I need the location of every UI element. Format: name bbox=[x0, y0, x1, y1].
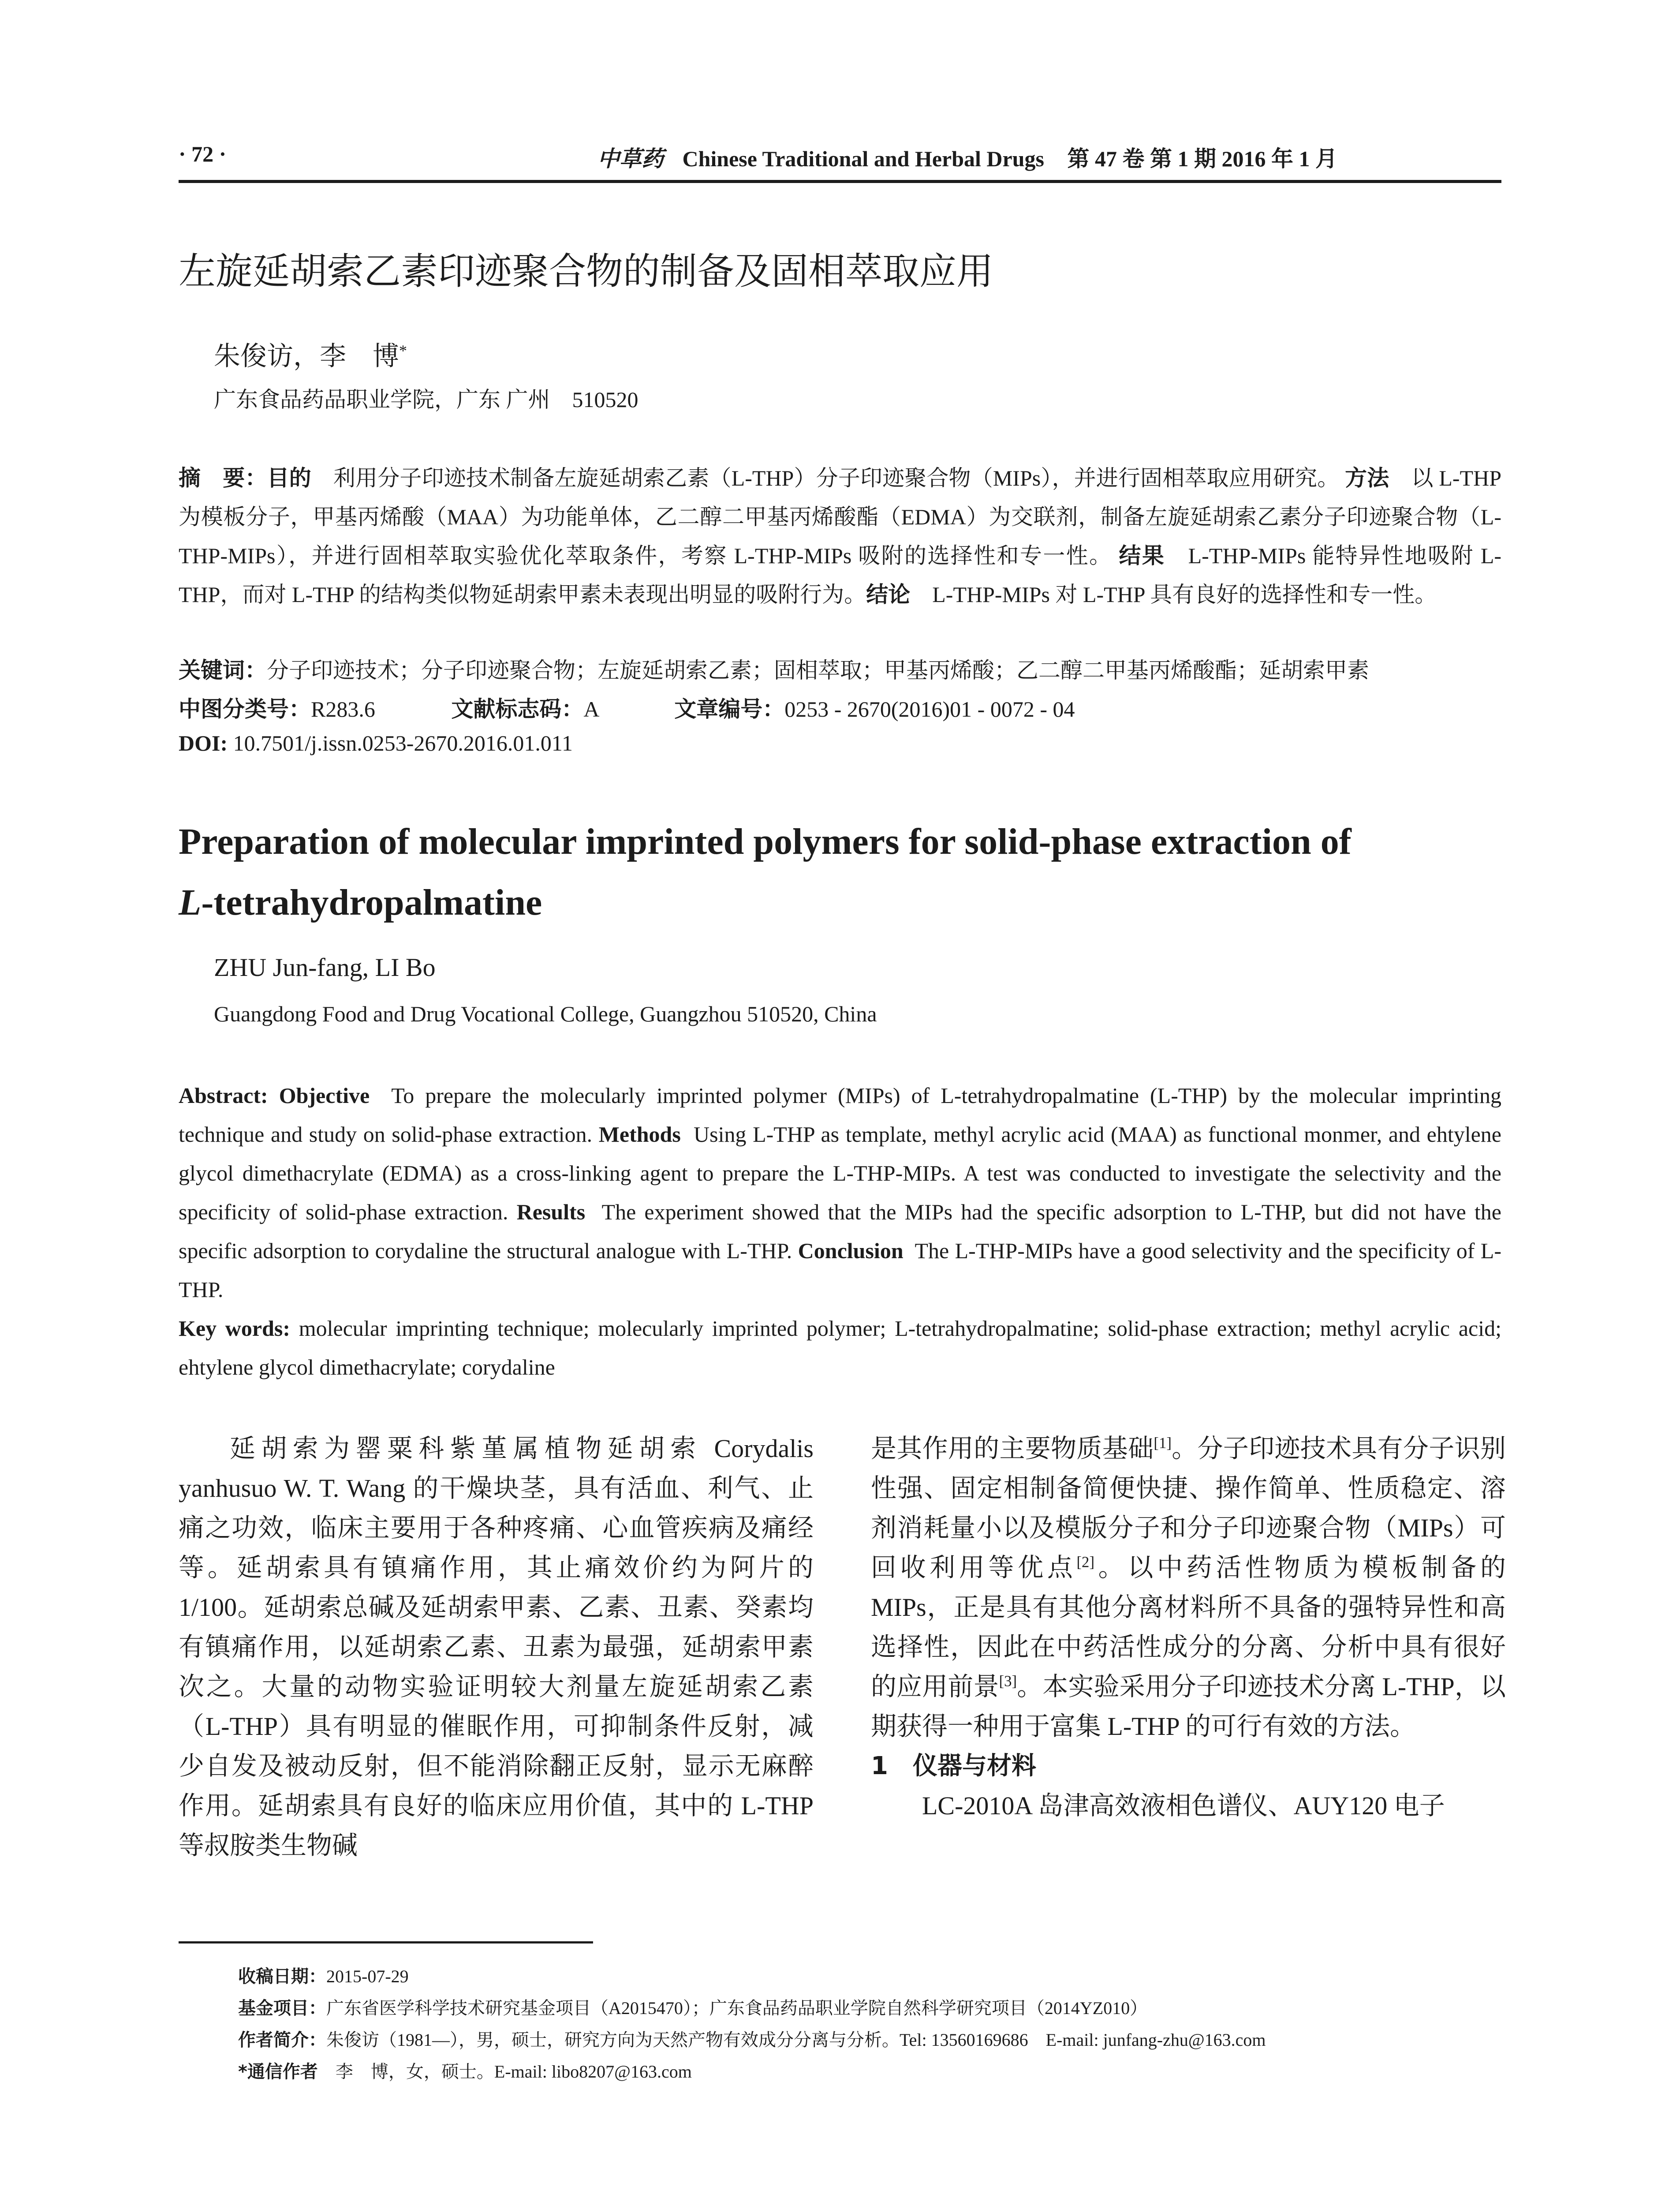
article-no-label: 文章编号： bbox=[674, 696, 785, 722]
journal-name-cn: 中草药 bbox=[597, 146, 664, 171]
classification-line bbox=[179, 691, 1075, 723]
citation-2[interactable]: [2] bbox=[1076, 1553, 1095, 1571]
doc-code-value: A bbox=[583, 697, 598, 721]
keywords-cn-text: 分子印迹技术；分子印迹聚合物；左旋延胡索乙素；固相萃取；甲基丙烯酸；乙二醇二甲基丙烯酸酯；延胡索甲素 bbox=[267, 658, 1369, 683]
abstract-cn-objective-label: 目的 bbox=[267, 465, 311, 491]
corresponding-mark: * bbox=[399, 342, 407, 359]
authors-cn bbox=[214, 335, 407, 373]
abstract-cn-results-label: 结果 bbox=[1119, 543, 1165, 568]
abstract-cn-conclusion-label: 结论 bbox=[866, 582, 911, 607]
footnote-received bbox=[238, 1962, 1499, 1988]
abstract-en-objective: To prepare the molecularly imprinted polymer (MIPs) of L-tetrahydropalmatine (L-THP) by the molecular imprinting technique and study on solid-phase extraction. bbox=[179, 1083, 1501, 1147]
author-bio-text: 朱俊访（1981—），男，硕士，研究方向为天然产物有效成分分离与分析。Tel: 13560169686 E-mail: junfang-zhu@163.com bbox=[326, 2030, 1266, 2050]
corresponding-text: 李 博，女，硕士。E-mail: libo8207@163.com bbox=[335, 2062, 692, 2082]
fund-label: 基金项目： bbox=[238, 1998, 326, 2018]
article-no-value: 0253 - 2670(2016)01 - 0072 - 04 bbox=[784, 697, 1075, 721]
abstract-cn-methods-label: 方法 bbox=[1345, 465, 1389, 491]
keywords-en-label: Key words: bbox=[179, 1316, 291, 1341]
body-right-paragraph bbox=[871, 1429, 1506, 1746]
abstract-en-methods: Using L-THP as template, methyl acrylic acid (MAA) as functional monmer, and ehtylene glycol dimethacrylate (EDMA) as a cross-linking agent to prepare the L-THP-MIPs. A test was conducted to investigate the selectivity and the specificity of solid-phase extraction. bbox=[179, 1122, 1502, 1224]
received-date: 2015-07-29 bbox=[326, 1966, 409, 1986]
author-bio-label: 作者简介： bbox=[238, 2030, 326, 2050]
body-right-column bbox=[871, 1429, 1506, 1826]
journal-issue: 第 47 卷 第 1 期 2016 年 1 月 bbox=[1067, 146, 1337, 171]
keywords-en-text: molecular imprinting technique; molecularly imprinted polymer; L-tetrahydropalmatine; solid-phase extraction; methyl acrylic acid; ehtylene glycol dimethacrylate; corydaline bbox=[179, 1316, 1501, 1379]
clc-label: 中图分类号： bbox=[179, 696, 311, 722]
keywords-cn-label: 关键词： bbox=[179, 658, 267, 683]
clc-value: R283.6 bbox=[311, 697, 375, 721]
section-heading-1: 1 仪器与材料 bbox=[871, 1752, 1036, 1780]
doi-value: 10.7501/j.issn.0253-2670.2016.01.011 bbox=[228, 731, 573, 755]
abstract-en-conclusion-label: Conclusion bbox=[798, 1238, 903, 1263]
citation-1[interactable]: [1] bbox=[1154, 1434, 1172, 1452]
abstract-cn-objective: 利用分子印迹技术制备左旋延胡索乙素（L-THP）分子印迹聚合物（MIPs），并进行固相萃取应用研究。 bbox=[311, 466, 1340, 490]
footnote-corresponding bbox=[238, 2058, 1499, 2083]
body-right-text-c: 。以中药活性物质为模板制备的 MIPs，正是具有其他分离材料所不具备的强特异性和高选择性，因此在中药活性成分的分离、分析中具有很好的应用前景 bbox=[871, 1553, 1506, 1701]
keywords-cn bbox=[179, 653, 1369, 684]
journal-header bbox=[597, 141, 1337, 173]
abstract-en bbox=[179, 1076, 1501, 1387]
title-en bbox=[179, 811, 1501, 933]
abstract-cn-methods: 以 L-THP 为模板分子，甲基丙烯酸（MAA）为功能单体，乙二醇二甲基丙烯酸酯（EDMA）为交联剂，制备左旋延胡索乙素分子印迹聚合物（L-THP-MIPs），并进行固相萃取实验优化萃取条件，考察 L-THP-MIPs 吸附的选择性和专一性。 bbox=[179, 466, 1502, 568]
footnote-fund bbox=[238, 1994, 1499, 2019]
title-en-rest: -tetrahydropalmatine bbox=[201, 882, 542, 923]
doc-code-label: 文献标志码： bbox=[451, 696, 584, 722]
journal-name-en: Chinese Traditional and Herbal Drugs bbox=[682, 146, 1044, 171]
abstract-en-results-label: Results bbox=[516, 1200, 586, 1224]
title-en-italic: L bbox=[179, 882, 202, 923]
body-right-text-d: 。本实验采用分子印迹技术分离 L-THP，以期获得一种用于富集 L-THP 的可行有效的方法。 bbox=[871, 1672, 1506, 1741]
received-label: 收稿日期： bbox=[238, 1966, 326, 1987]
body-left-column bbox=[179, 1429, 814, 1865]
corresponding-label: *通信作者 bbox=[238, 2062, 336, 2082]
abstract-cn-conclusion: L-THP-MIPs 对 L-THP 具有良好的选择性和专一性。 bbox=[910, 582, 1437, 607]
authors-en: ZHU Jun-fang, LI Bo bbox=[214, 953, 436, 982]
page-number: · 72 · bbox=[179, 142, 227, 166]
body-right-tail: LC-2010A 岛津高效液相色谱仪、AUY120 电子 bbox=[922, 1791, 1445, 1820]
abstract-en-results: The experiment showed that the MIPs had the specific adsorption to L-THP, but did not have the specific adsorption to corydaline the structural analogue with L-THP. bbox=[179, 1200, 1501, 1263]
title-en-line1: Preparation of molecular imprinted polymers for solid-phase extraction of bbox=[179, 821, 1351, 862]
body-right-text-b: 。分子印迹技术具有分子识别性强、固定相制备简便快捷、操作简单、性质稳定、溶剂消耗量小以及模版分子和分子印迹聚合物（MIPs）可回收利用等优点 bbox=[871, 1434, 1506, 1582]
abstract-en-objective-label: Objective bbox=[279, 1083, 370, 1108]
abstract-cn-results: L-THP-MIPs 能特异性地吸附 L-THP，而对 L-THP 的结构类似物延胡索甲素未表现出明显的吸附行为。 bbox=[179, 543, 1502, 607]
doi-label: DOI: bbox=[179, 731, 228, 755]
abstract-en-label: Abstract: bbox=[179, 1083, 268, 1108]
affiliation-cn: 广东食品药品职业学院，广东 广州 510520 bbox=[214, 387, 638, 412]
authors-cn-names: 朱俊访，李 博 bbox=[214, 342, 399, 371]
doi-line bbox=[179, 730, 573, 756]
affiliation-en: Guangdong Food and Drug Vocational College, Guangzhou 510520, China bbox=[214, 1002, 877, 1026]
body-left-paragraph: 延胡索为罂粟科紫堇属植物延胡索 Corydalis yanhusuo W. T. Wang 的干燥块茎，具有活血、利气、止痛之功效，临床主要用于各种疼痛、心血管疾病及痛经等。延胡索具有镇痛作用，其止痛效价约为阿片的 1/100。延胡索总碱及延胡索甲素、乙素、丑素、癸素均有镇痛作用，以延胡索乙素、丑素为最强，延胡索甲素次之。大量的动物实验证明较大剂量左旋延胡索乙素（L-THP）具有明显的催眠作用，可抑制条件反射，减少自发及被动反射，但不能消除翻正反射，显示无麻醉作用。延胡索具有良好的临床应用价值，其中的 L-THP 等叔胺类生物碱 bbox=[179, 1434, 814, 1860]
abstract-en-methods-label: Methods bbox=[598, 1122, 681, 1147]
footnote-author bbox=[238, 2026, 1499, 2051]
abstract-cn bbox=[179, 459, 1501, 614]
abstract-cn-label: 摘 要： bbox=[179, 465, 267, 491]
title-en-line2 bbox=[179, 872, 1501, 933]
running-header bbox=[179, 138, 1501, 183]
title-cn: 左旋延胡索乙素印迹聚合物的制备及固相萃取应用 bbox=[179, 250, 994, 293]
citation-3[interactable]: [3] bbox=[999, 1672, 1017, 1690]
abstract-en-conclusion: The L-THP-MIPs have a good selectivity and the specificity of L-THP. bbox=[179, 1238, 1502, 1302]
body-right-text-a: 是其作用的主要物质基础 bbox=[871, 1434, 1154, 1463]
footnote-rule bbox=[179, 1941, 593, 1943]
fund-text: 广东省医学科学技术研究基金项目（A2015470）；广东食品药品职业学院自然科学研究项目（2014YZ010） bbox=[326, 1998, 1148, 2018]
